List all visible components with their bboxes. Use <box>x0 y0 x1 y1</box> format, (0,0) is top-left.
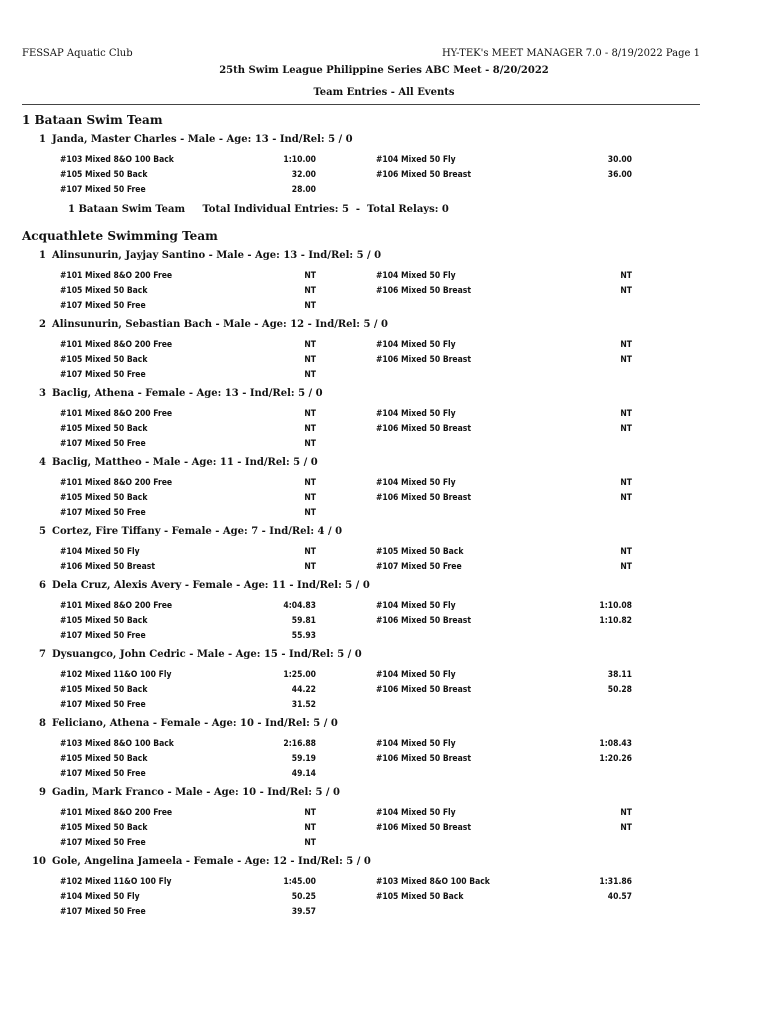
seed-time: NT <box>620 493 632 503</box>
seed-time: NT <box>304 271 316 281</box>
swimmer-number: 3 <box>39 388 46 399</box>
entry-list <box>22 545 722 575</box>
swimmer-header <box>22 648 722 662</box>
seed-time: NT <box>620 340 632 350</box>
seed-time: NT <box>304 478 316 488</box>
event-name: #104 Mixed 50 Fly <box>376 739 456 749</box>
entry-list <box>22 338 722 383</box>
seed-time: NT <box>304 823 316 833</box>
event-name: #105 Mixed 50 Back <box>60 355 148 365</box>
swimmer-header <box>22 579 722 593</box>
swimmer-header <box>22 318 722 332</box>
swimmer-header <box>22 456 722 470</box>
event-name: #107 Mixed 50 Free <box>376 562 462 572</box>
seed-time: 50.25 <box>291 892 316 902</box>
event-name: #106 Mixed 50 Breast <box>376 685 471 695</box>
entry-row <box>22 545 722 560</box>
swimmer-number: 8 <box>39 718 46 729</box>
entry-row <box>22 338 722 353</box>
swimmer-header <box>22 525 722 539</box>
event-name: #101 Mixed 8&O 200 Free <box>60 478 173 488</box>
event-name: #106 Mixed 50 Breast <box>376 170 471 180</box>
event-name: #107 Mixed 50 Free <box>60 700 146 710</box>
seed-time: 1:20.26 <box>599 754 632 764</box>
team-totals: 1 Bataan Swim Team Total Individual Entries: 5 - Total Relays: 0 <box>68 204 449 215</box>
seed-time: 55.93 <box>291 631 316 641</box>
seed-time: NT <box>304 838 316 848</box>
entry-list <box>22 599 722 644</box>
seed-time: 1:08.43 <box>599 739 632 749</box>
seed-time: NT <box>620 424 632 434</box>
entry-row <box>22 905 722 920</box>
entry-row <box>22 491 722 506</box>
seed-time: NT <box>620 478 632 488</box>
swimmer-number: 5 <box>39 526 46 537</box>
seed-time: NT <box>620 271 632 281</box>
entry-list <box>22 476 722 521</box>
entry-row <box>22 875 722 890</box>
seed-time: NT <box>304 424 316 434</box>
seed-time: 59.81 <box>291 616 316 626</box>
swimmer-info: Baclig, Athena - Female - Age: 13 - Ind/Rel: 5 / 0 <box>52 388 323 399</box>
event-name: #105 Mixed 50 Back <box>60 616 148 626</box>
entry-row <box>22 183 722 198</box>
swimmer-info: Baclig, Mattheo - Male - Age: 11 - Ind/Rel: 5 / 0 <box>52 457 318 468</box>
event-name: #105 Mixed 50 Back <box>60 493 148 503</box>
event-name: #107 Mixed 50 Free <box>60 301 146 311</box>
event-name: #104 Mixed 50 Fly <box>376 340 456 350</box>
software-version: HY-TEK's MEET MANAGER 7.0 - 8/19/2022 Page 1 <box>441 48 700 59</box>
swimmer-info: Feliciano, Athena - Female - Age: 10 - Ind/Rel: 5 / 0 <box>52 718 338 729</box>
swimmer-number: 6 <box>39 580 46 591</box>
swimmer-info: Alinsunurin, Sebastian Bach - Male - Age: 12 - Ind/Rel: 5 / 0 <box>52 319 389 330</box>
seed-time: 1:10.08 <box>599 601 632 611</box>
seed-time: NT <box>304 340 316 350</box>
seed-time: NT <box>304 409 316 419</box>
swimmer-info: Alinsunurin, Jayjay Santino - Male - Age: 13 - Ind/Rel: 5 / 0 <box>52 250 382 261</box>
entry-row <box>22 629 722 644</box>
seed-time: NT <box>304 286 316 296</box>
event-name: #105 Mixed 50 Back <box>60 170 148 180</box>
event-name: #107 Mixed 50 Free <box>60 439 146 449</box>
event-name: #105 Mixed 50 Back <box>60 685 148 695</box>
seed-time: 40.57 <box>607 892 632 902</box>
seed-time: 1:25.00 <box>283 670 316 680</box>
entry-list <box>22 153 722 198</box>
seed-time: 36.00 <box>607 170 632 180</box>
seed-time: NT <box>304 301 316 311</box>
seed-time: NT <box>620 808 632 818</box>
seed-time: NT <box>304 493 316 503</box>
event-name: #101 Mixed 8&O 200 Free <box>60 409 173 419</box>
seed-time: 50.28 <box>607 685 632 695</box>
entry-row <box>22 614 722 629</box>
entry-row <box>22 821 722 836</box>
entry-row <box>22 476 722 491</box>
seed-time: 30.00 <box>607 155 632 165</box>
header-divider <box>22 104 700 105</box>
entry-row <box>22 422 722 437</box>
entry-row <box>22 284 722 299</box>
swimmer-number: 9 <box>39 787 46 798</box>
entry-row <box>22 506 722 521</box>
event-name: #104 Mixed 50 Fly <box>376 409 456 419</box>
entry-row <box>22 368 722 383</box>
event-name: #107 Mixed 50 Free <box>60 769 146 779</box>
entry-row <box>22 299 722 314</box>
swimmer-number: 1 <box>39 134 46 145</box>
seed-time: 32.00 <box>291 170 316 180</box>
seed-time: NT <box>620 562 632 572</box>
team-entries-list <box>22 110 722 924</box>
event-name: #102 Mixed 11&O 100 Fly <box>60 670 172 680</box>
swimmer-info: Dela Cruz, Alexis Avery - Female - Age: 11 - Ind/Rel: 5 / 0 <box>52 580 370 591</box>
event-name: #107 Mixed 50 Free <box>60 838 146 848</box>
seed-time: NT <box>304 508 316 518</box>
event-name: #107 Mixed 50 Free <box>60 631 146 641</box>
swimmer-info: Janda, Master Charles - Male - Age: 13 - Ind/Rel: 5 / 0 <box>52 134 353 145</box>
event-name: #103 Mixed 8&O 100 Back <box>60 739 174 749</box>
entry-row <box>22 668 722 683</box>
swimmer-info: Dysuangco, John Cedric - Male - Age: 15 - Ind/Rel: 5 / 0 <box>52 649 362 660</box>
seed-time: NT <box>304 439 316 449</box>
seed-time: 38.11 <box>607 670 632 680</box>
seed-time: NT <box>620 823 632 833</box>
event-name: #107 Mixed 50 Free <box>60 508 146 518</box>
swimmer-header <box>22 249 722 263</box>
event-name: #101 Mixed 8&O 200 Free <box>60 271 173 281</box>
event-name: #105 Mixed 50 Back <box>60 424 148 434</box>
event-name: #104 Mixed 50 Fly <box>376 155 456 165</box>
seed-time: 1:10.00 <box>283 155 316 165</box>
entry-row <box>22 683 722 698</box>
team-spacer <box>22 218 722 226</box>
report-title: Team Entries - All Events <box>313 87 455 98</box>
event-name: #106 Mixed 50 Breast <box>376 754 471 764</box>
seed-time: 1:10.82 <box>599 616 632 626</box>
entry-row <box>22 437 722 452</box>
seed-time: NT <box>620 409 632 419</box>
entry-list <box>22 737 722 782</box>
entry-row <box>22 806 722 821</box>
event-name: #104 Mixed 50 Fly <box>376 601 456 611</box>
entry-list <box>22 806 722 851</box>
event-name: #107 Mixed 50 Free <box>60 370 146 380</box>
event-name: #105 Mixed 50 Back <box>60 754 148 764</box>
seed-time: NT <box>304 547 316 557</box>
seed-time: 39.57 <box>291 907 316 917</box>
club-name: FESSAP Aquatic Club <box>22 48 133 59</box>
event-name: #106 Mixed 50 Breast <box>376 286 471 296</box>
event-name: #101 Mixed 8&O 200 Free <box>60 601 173 611</box>
event-name: #104 Mixed 50 Fly <box>376 808 456 818</box>
event-name: #106 Mixed 50 Breast <box>376 493 471 503</box>
swimmer-header <box>22 717 722 731</box>
entry-row <box>22 890 722 905</box>
event-name: #105 Mixed 50 Back <box>376 892 464 902</box>
entry-row <box>22 737 722 752</box>
entry-row <box>22 153 722 168</box>
entry-list <box>22 269 722 314</box>
entry-list <box>22 407 722 452</box>
swimmer-number: 2 <box>39 319 46 330</box>
event-name: #107 Mixed 50 Free <box>60 185 146 195</box>
entry-row <box>22 560 722 575</box>
event-name: #106 Mixed 50 Breast <box>60 562 155 572</box>
entry-row <box>22 752 722 767</box>
event-name: #105 Mixed 50 Back <box>376 547 464 557</box>
seed-time: NT <box>620 286 632 296</box>
event-name: #106 Mixed 50 Breast <box>376 616 471 626</box>
entry-row <box>22 698 722 713</box>
seed-time: NT <box>304 355 316 365</box>
event-name: #103 Mixed 8&O 100 Back <box>60 155 174 165</box>
seed-time: 4:04.83 <box>283 601 316 611</box>
entry-row <box>22 269 722 284</box>
seed-time: 59.19 <box>291 754 316 764</box>
entry-list <box>22 875 722 920</box>
event-name: #104 Mixed 50 Fly <box>376 478 456 488</box>
event-name: #101 Mixed 8&O 200 Free <box>60 340 173 350</box>
entry-row <box>22 599 722 614</box>
seed-time: 1:31.86 <box>599 877 632 887</box>
event-name: #102 Mixed 11&O 100 Fly <box>60 877 172 887</box>
swimmer-info: Gadin, Mark Franco - Male - Age: 10 - Ind/Rel: 5 / 0 <box>52 787 340 798</box>
swimmer-info: Cortez, Fire Tiffany - Female - Age: 7 - Ind/Rel: 4 / 0 <box>52 526 343 537</box>
swimmer-header <box>22 855 722 869</box>
swimmer-number: 1 <box>39 250 46 261</box>
event-name: #104 Mixed 50 Fly <box>376 271 456 281</box>
swimmer-number: 4 <box>39 457 46 468</box>
seed-time: 28.00 <box>291 185 316 195</box>
seed-time: NT <box>620 355 632 365</box>
event-name: #104 Mixed 50 Fly <box>376 670 456 680</box>
swimmer-info: Gole, Angelina Jameela - Female - Age: 12 - Ind/Rel: 5 / 0 <box>52 856 371 867</box>
event-name: #101 Mixed 8&O 200 Free <box>60 808 173 818</box>
seed-time: NT <box>304 808 316 818</box>
event-name: #106 Mixed 50 Breast <box>376 424 471 434</box>
event-name: #104 Mixed 50 Fly <box>60 547 140 557</box>
swimmer-number: 10 <box>32 856 46 867</box>
meet-title: 25th Swim League Philippine Series ABC Meet - 8/20/2022 <box>219 65 549 76</box>
seed-time: NT <box>304 562 316 572</box>
swimmer-header <box>22 387 722 401</box>
entry-list <box>22 668 722 713</box>
entry-row <box>22 168 722 183</box>
entry-row <box>22 353 722 368</box>
seed-time: NT <box>304 370 316 380</box>
event-name: #106 Mixed 50 Breast <box>376 823 471 833</box>
swimmer-number: 7 <box>39 649 46 660</box>
seed-time: NT <box>620 547 632 557</box>
seed-time: 31.52 <box>291 700 316 710</box>
entry-row <box>22 767 722 782</box>
event-name: #104 Mixed 50 Fly <box>60 892 140 902</box>
event-name: #105 Mixed 50 Back <box>60 823 148 833</box>
event-name: #105 Mixed 50 Back <box>60 286 148 296</box>
team-name: Acquathlete Swimming Team <box>22 229 218 243</box>
entry-row <box>22 407 722 422</box>
team-name: 1 Bataan Swim Team <box>22 113 163 127</box>
swimmer-header <box>22 786 722 800</box>
seed-time: 1:45.00 <box>283 877 316 887</box>
swimmer-header <box>22 133 722 147</box>
seed-time: 44.22 <box>291 685 316 695</box>
seed-time: 2:16.88 <box>283 739 316 749</box>
event-name: #107 Mixed 50 Free <box>60 907 146 917</box>
seed-time: 49.14 <box>291 769 316 779</box>
event-name: #106 Mixed 50 Breast <box>376 355 471 365</box>
entry-row <box>22 836 722 851</box>
event-name: #103 Mixed 8&O 100 Back <box>376 877 490 887</box>
